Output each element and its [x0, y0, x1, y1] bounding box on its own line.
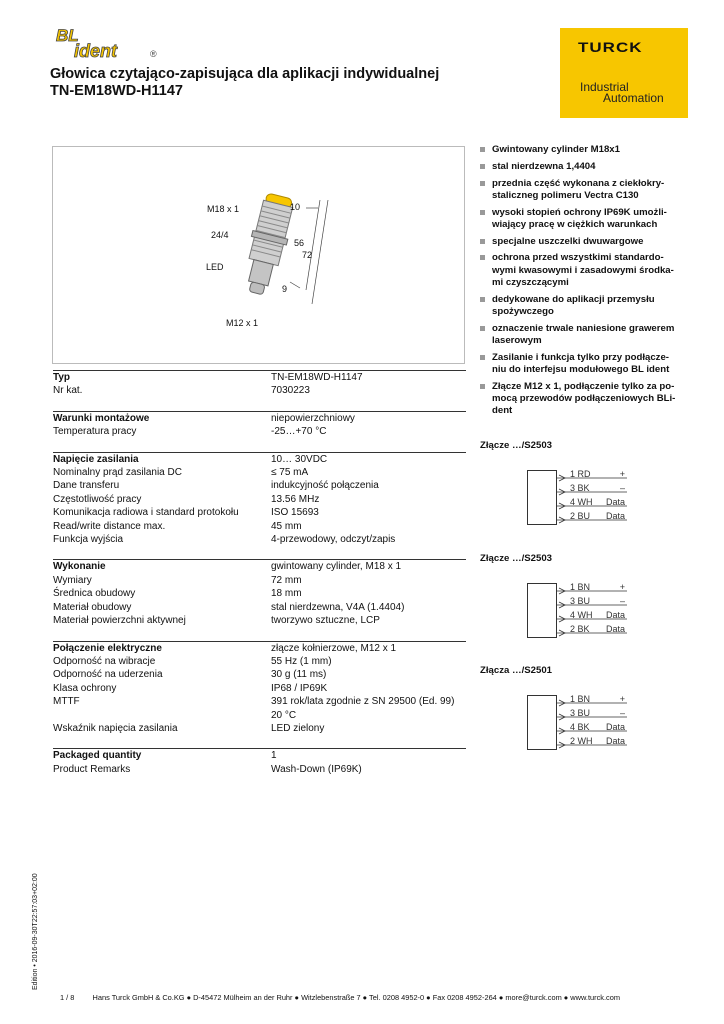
bullet-icon — [480, 326, 485, 331]
page-number: 1 / 8 — [60, 993, 75, 1002]
pin-label: 1 BN — [570, 694, 591, 704]
product-code-title: TN-EM18WD-H1147 — [50, 83, 183, 99]
spec-value: 30 g (11 ms) — [271, 669, 327, 681]
spec-group — [53, 411, 466, 439]
spec-key: Packaged quantity — [53, 750, 142, 762]
thread-top-label: M18 x 1 — [207, 204, 240, 214]
pin-function: Data — [605, 497, 625, 507]
pin-function: + — [619, 582, 625, 592]
spec-row — [53, 411, 466, 425]
pin-function: Data — [605, 722, 625, 732]
dim-9: 9 — [282, 284, 288, 294]
spec-value: 18 mm — [271, 588, 302, 600]
spec-key: Wykonanie — [53, 561, 106, 573]
spec-value: indukcyjność połączenia — [271, 480, 379, 492]
feature-text: stal nierdzewna 1,4404 — [492, 160, 596, 172]
connector-title: Złącza …/S2501 — [480, 665, 552, 676]
edition-stamp: Edition • 2016-09-30T22:57:03+02:00 — [32, 873, 39, 990]
pin-label: 3 BU — [570, 596, 591, 606]
spec-value: gwintowany cylinder, M18 x 1 — [271, 561, 402, 573]
spec-key: Funkcja wyjścia — [53, 534, 124, 546]
spec-row — [53, 452, 466, 466]
spec-key: Dane transferu — [53, 480, 120, 492]
spec-key: Napięcie zasilania — [53, 453, 139, 465]
spec-value: stal nierdzewna, V4A (1.4404) — [271, 601, 405, 613]
spec-value: 10… 30VDC — [271, 453, 328, 465]
feature-text: Zasilanie i funkcja tylko przy podłącze-niu do interfejsu modułowego BL ident — [492, 351, 670, 375]
spec-table — [53, 370, 466, 776]
spec-row — [53, 506, 466, 519]
spec-value: 4-przewodowy, odczyt/zapis — [271, 534, 396, 546]
connector-housing — [527, 695, 557, 750]
spec-key: MTTF — [53, 696, 80, 708]
feature-item — [480, 161, 680, 173]
bullet-icon — [480, 210, 485, 215]
spec-row — [53, 520, 466, 533]
page-footer — [60, 993, 620, 1002]
spec-key: Wymiary — [53, 574, 92, 586]
spec-row — [53, 682, 466, 695]
feature-text: Gwintowany cylinder M18x1 — [492, 144, 620, 155]
spec-key: Typ — [53, 372, 71, 383]
spec-key: Nominalny prąd zasilania DC — [53, 467, 182, 479]
spec-row — [53, 493, 466, 506]
spec-value: -25…+70 °C — [271, 426, 327, 438]
pin-label: 1 BN — [570, 582, 591, 592]
pin-label: 3 BK — [570, 483, 590, 493]
spec-value: 13.56 MHz — [271, 493, 320, 505]
bullet-icon — [480, 297, 485, 302]
spec-row — [53, 587, 466, 600]
feature-text: ochrona przed wszystkimi standardo-wymi kwasowymi i zasadowymi środka-mi czyszczącymi — [492, 252, 674, 288]
connector-title: Złącze …/S2503 — [480, 553, 552, 564]
spec-row — [53, 384, 466, 397]
spec-key: Wskaźnik napięcia zasilania — [53, 722, 178, 734]
feature-text: przednia część wykonana z ciekłokry-staliczneg polimeru Vectra C130 — [492, 177, 665, 201]
spec-key: Komunikacja radiowa i standard protokołu — [53, 507, 239, 519]
spec-key: Połączenie elektryczne — [53, 642, 162, 654]
bullet-icon — [480, 239, 485, 244]
pin-label: 2 BK — [570, 624, 590, 634]
bullet-icon — [480, 164, 485, 169]
pin-function: Data — [605, 624, 625, 634]
spec-row — [53, 748, 466, 762]
svg-text:®: ® — [150, 49, 157, 59]
spec-value: ≤ 75 mA — [271, 467, 309, 479]
connector-title: Złącze …/S2503 — [480, 440, 552, 451]
pin-label: 4 WH — [570, 497, 593, 507]
spec-value: 55 Hz (1 mm) — [271, 655, 332, 667]
spec-value: LED zielony — [271, 722, 325, 734]
tagline-industrial: Industrial — [580, 80, 629, 94]
pin-label: 1 RD — [570, 469, 591, 479]
thread-bottom-label: M12 x 1 — [226, 318, 259, 328]
feature-item — [480, 323, 680, 347]
feature-item — [480, 294, 680, 318]
pin-label: 2 BU — [570, 511, 591, 521]
spec-row — [53, 574, 466, 587]
spec-group — [53, 641, 466, 736]
page-title: Głowica czytająco-zapisująca dla aplikacji indywidualnej — [50, 66, 440, 82]
spec-group — [53, 748, 466, 776]
feature-item — [480, 352, 680, 376]
spec-value: tworzywo sztuczne, LCP — [271, 615, 380, 627]
pin-function: Data — [605, 511, 625, 521]
spec-key: Klasa ochrony — [53, 682, 117, 694]
spec-key: Materiał obudowy — [53, 601, 132, 613]
feature-list — [480, 144, 680, 422]
feature-text: specjalne uszczelki dwuwargowe — [492, 235, 644, 247]
feature-item — [480, 144, 680, 156]
feature-text: dedykowane do aplikacji przemysłu spożywczego — [492, 293, 655, 317]
pin-label: 2 WH — [570, 736, 593, 746]
spec-value: 7030223 — [271, 385, 310, 397]
dim-72: 72 — [302, 250, 313, 260]
spec-row — [53, 655, 466, 668]
feature-item — [480, 381, 680, 418]
spec-key: Odporność na uderzenia — [53, 669, 163, 681]
spec-row — [53, 722, 466, 735]
connector-housing — [527, 470, 557, 525]
svg-text:BL: BL — [56, 26, 79, 45]
spec-group — [53, 370, 466, 398]
dim-56: 56 — [294, 238, 305, 248]
spec-row — [53, 601, 466, 614]
pin-function: + — [619, 469, 625, 479]
feature-text: oznaczenie trwale naniesione grawerem laserowym — [492, 322, 675, 346]
led-label: LED — [206, 262, 224, 272]
spec-key: Średnica obudowy — [53, 588, 136, 600]
feature-text: wysoki stopień ochrony IP69K umożli-wiający pracę w ciężkich warunkach — [492, 206, 667, 230]
spec-key: Odporność na wibracje — [53, 655, 156, 667]
bullet-icon — [480, 181, 485, 186]
symbol-label: 24/4 — [211, 230, 229, 240]
feature-item — [480, 252, 680, 289]
pin-label: 4 WH — [570, 610, 593, 620]
feature-item — [480, 178, 680, 202]
pin-function: – — [619, 483, 625, 493]
spec-key: Materiał powierzchni aktywnej — [53, 615, 186, 627]
spec-value: złącze kołnierzowe, M12 x 1 — [271, 642, 397, 654]
spec-row — [53, 466, 466, 479]
bullet-icon — [480, 255, 485, 260]
feature-text: Złącze M12 x 1, podłączenie tylko za po-mocą przewodów podłączeniowych BLi-dent — [492, 380, 676, 416]
spec-value: 391 rok/lata zgodnie z SN 29500 (Ed. 99) 20 °C — [271, 696, 455, 721]
spec-key: Nr kat. — [53, 385, 83, 397]
spec-row — [53, 370, 466, 384]
spec-key: Warunki montażowe — [53, 412, 150, 424]
company-address: Hans Turck GmbH & Co.KG ● D-45472 Mülheim an der Ruhr ● Witzlebenstraße 7 ● Tel. 0208 4952-0 ● Fax 0208 4952-264 ● more@turck.com ● www.turck.com — [92, 993, 620, 1002]
spec-value: Wash-Down (IP69K) — [271, 763, 362, 775]
spec-value: 72 mm — [271, 574, 302, 586]
pin-label: 4 BK — [570, 722, 590, 732]
spec-key: Product Remarks — [53, 763, 131, 775]
turck-logo: TURCK — [578, 40, 643, 56]
spec-group — [53, 452, 466, 547]
bullet-icon — [480, 355, 485, 360]
feature-item — [480, 236, 680, 248]
spec-key: Częstotliwość pracy — [53, 493, 142, 505]
feature-item — [480, 207, 680, 231]
spec-row — [53, 533, 466, 546]
spec-row — [53, 641, 466, 655]
spec-key: Temperatura pracy — [53, 426, 137, 438]
spec-value: ISO 15693 — [271, 507, 319, 519]
pin-function: + — [619, 694, 625, 704]
bullet-icon — [480, 147, 485, 152]
spec-value: 45 mm — [271, 520, 302, 532]
spec-row — [53, 425, 466, 438]
svg-text:ident: ident — [74, 41, 117, 60]
spec-row — [53, 763, 466, 776]
pin-function: Data — [605, 610, 625, 620]
tagline-automation: Automation — [603, 91, 664, 105]
spec-row — [53, 479, 466, 492]
dim-10: 10 — [290, 202, 301, 212]
spec-row — [53, 559, 466, 573]
spec-value: TN-EM18WD-H1147 — [271, 372, 363, 383]
spec-row — [53, 668, 466, 681]
connector-housing — [527, 583, 557, 638]
pin-label: 3 BU — [570, 708, 591, 718]
pin-function: – — [619, 708, 625, 718]
spec-group — [53, 559, 466, 627]
pin-function: Data — [605, 736, 625, 746]
pin-function: – — [619, 596, 625, 606]
bullet-icon — [480, 384, 485, 389]
bl-ident-logo — [54, 26, 180, 60]
spec-row — [53, 614, 466, 627]
spec-row — [53, 695, 466, 722]
spec-value: 1 — [271, 750, 277, 762]
spec-value: niepowierzchniowy — [271, 412, 355, 424]
spec-value: IP68 / IP69K — [271, 682, 328, 694]
spec-key: Read/write distance max. — [53, 520, 166, 532]
